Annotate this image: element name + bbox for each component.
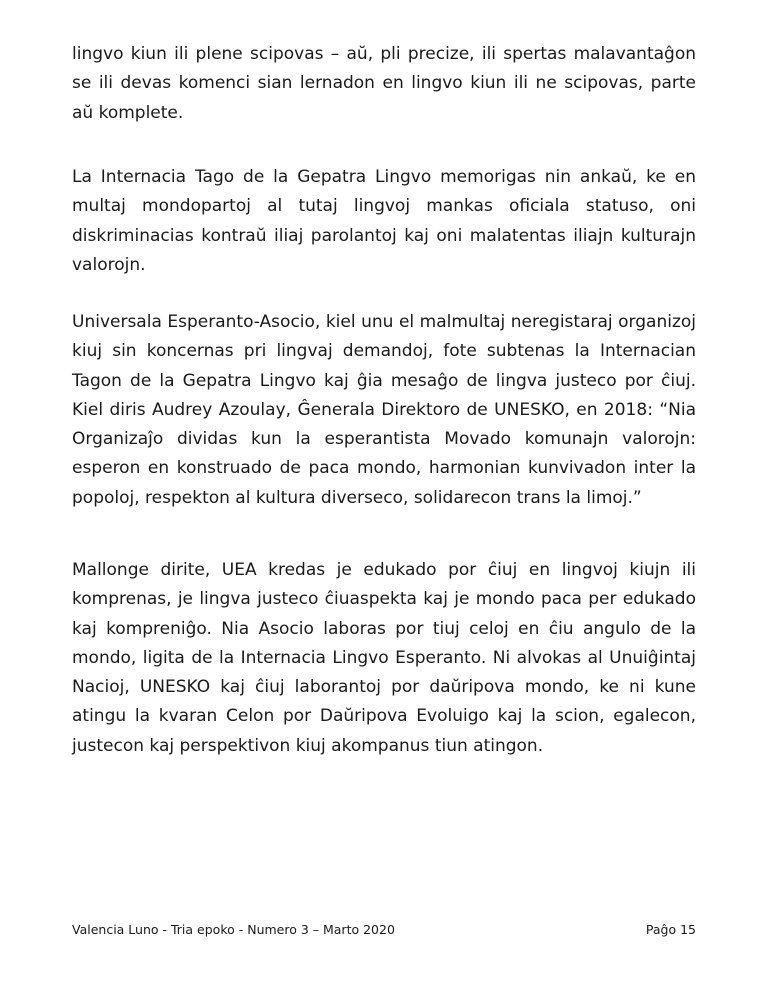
paragraph-4: Mallonge dirite, UEA kredas je edukado por ĉiuj en lingvoj kiujn ili komprenas, je lingva justeco ĉiuaspekta kaj je mondo paca per edukado kaj kompreniĝo. Nia Asocio laboras por tiuj celoj en ĉiu angulo de la mondo, ligita de la Internacia Lingvo Esperanto. Ni alvokas al Unuiĝintaj Nacioj, UNESKO kaj ĉiuj laborantoj por daŭripova mondo, ke ni kune atingu la kvaran Celon por Daŭripova Evoluigo kaj la scion, egalecon, justecon kaj perspektivon kiuj akompanus tiun atingon.	[72, 560, 696, 756]
footer-page-number: Paĝo 15	[645, 922, 696, 937]
paragraph-1: lingvo kiun ili plene scipovas – aŭ, pli precize, ili spertas malavantaĝon se ili devas komenci sian lernadon en lingvo kiun ili ne scipovas, parte aŭ komplete.	[72, 44, 696, 123]
page-footer	[72, 920, 696, 940]
paragraph-3: Universala Esperanto-Asocio, kiel unu el malmultaj neregistaraj organizoj kiuj sin koncernas pri lingvaj demandoj, fote subtenas la Internacian Tagon de la Gepatra Lingvo kaj ĝia mesaĝo de lingva justeco por ĉiuj. Kiel diris Audrey Azoulay, Ĝenerala Direktoro de UNESKO, en 2018: “Nia Organizaĵo dividas kun la esperantista Movado komunajn valorojn: esperon en konstruado de paca mondo, harmonian kunvivadon inter la popoloj, respekton al kultura diverseco, solidarecon trans la limoj.”	[72, 312, 696, 508]
paragraph-2: La Internacia Tago de la Gepatra Lingvo memorigas nin ankaŭ, ke en multaj mondopartoj al tutaj lingvoj mankas oficiala statuso, oni diskriminacias kontraŭ iliaj parolantoj kaj oni malatentas iliajn kulturajn valorojn.	[72, 167, 696, 275]
footer-publication: Valencia Luno - Tria epoko - Numero 3 – Marto 2020	[72, 922, 395, 937]
